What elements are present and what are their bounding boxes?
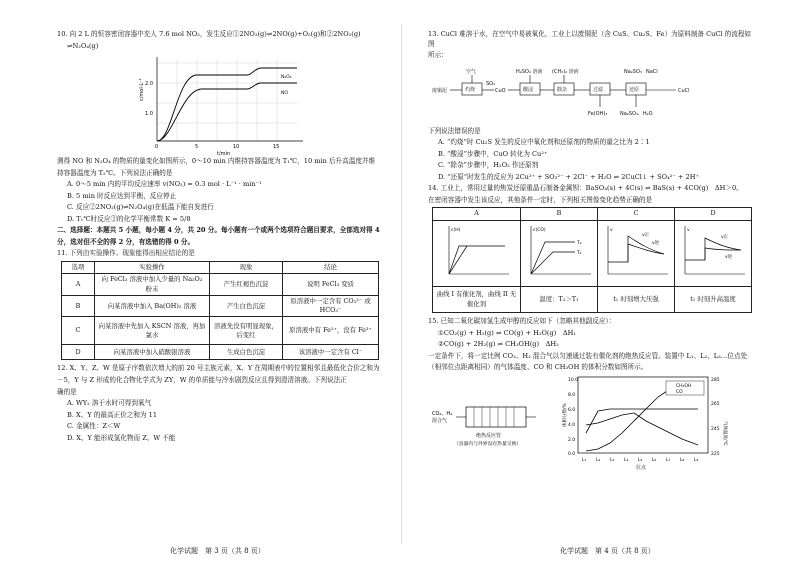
section2-line1: 二、选择题：本题共 5 小题，每小题 4 分，共 20 分。每小题有一个或两个选项符合题目要求，全部选对得 4	[57, 226, 380, 235]
q10-option-b: B. 5 min 时反应达到平衡，反应停止	[67, 191, 177, 200]
q13-line1: 13. CuCl 难溶于水，在空气中易被氧化，工业上以废铜泥（含 CuS、Cu₂S、Fe）为原料制备 CuCl 的流程如图	[428, 30, 752, 48]
flow-filter: 过滤	[593, 86, 604, 93]
table-cell: 向某溶液中先加入 KSCN 溶液，再加氯水	[95, 317, 210, 345]
q14-d-label-reverse: v逆	[725, 254, 733, 260]
flow-remove: 除杂	[557, 86, 568, 93]
q12-line1: 12. X、Y、Z、W 是原子序数依次增大的前 20 号主族元素，X、Y 在周期表中的位置相邻且最低化合价之和为	[57, 364, 380, 373]
q14-graph-c	[598, 220, 675, 286]
q10-option-c: C. 反应②2NO₂(g)⇌N₂O₄(g)在低温下能自发进行	[67, 203, 214, 212]
q15-rtick-3: 225	[711, 451, 720, 457]
q14-header-c: C	[598, 208, 675, 220]
q10-legend-n2o4: N₂O₄	[281, 75, 292, 81]
q14-header-a: A	[433, 208, 521, 220]
q14-a-ylabel: c(H)	[450, 227, 460, 233]
table-cell: C	[62, 317, 95, 345]
left-page	[57, 30, 383, 445]
q10-desc1: 测得 NO 和 N₂O₄ 的物质的量变化如图所示，0～10 min 内维持容器温度为 T₁℃，10 min 后升高温度并维	[57, 157, 376, 166]
q11-header-phenomenon: 现象	[210, 262, 283, 274]
table-row	[62, 317, 379, 345]
q15-curve-temp	[586, 413, 698, 445]
q12-option-d: D. X、Y 能形成氢化物而 Z、W 不能	[67, 433, 176, 442]
flow-na2so3: Na₂SO₃	[624, 68, 642, 75]
q15-xtick-0: L₁	[582, 457, 587, 463]
q10-graph	[137, 53, 383, 157]
q10-xlabel: t/min	[217, 151, 231, 158]
q14-line2: 在密闭容器中发生该反应，其他条件一定时，下列相关图像变化趋势正确的是	[428, 195, 653, 204]
q12-option-c: C. 金属性：Z＜W	[67, 422, 121, 431]
q14-caption-row	[433, 287, 752, 313]
q14-d-curve-reverse	[705, 248, 741, 260]
q13-option-a: A. “灼烧”时 Cu₂S 发生的反应中氧化剂和还原剂的物质的量之比为 2∶1	[438, 138, 650, 147]
table-cell: 该溶液中一定含有 Cl⁻	[283, 345, 379, 360]
flow-cucl: CuCl	[678, 87, 690, 94]
flow-o2: 空气	[466, 68, 477, 75]
q15-rtick-1: 265	[711, 401, 720, 407]
table-cell: 原溶液中有 Fe²⁺，没有 Fe³⁺	[283, 317, 379, 345]
table-cell: B	[62, 295, 95, 317]
q14-a-curve-2	[449, 246, 467, 274]
q15-tube	[432, 407, 536, 447]
q14-header-row	[433, 208, 752, 220]
q15-xtick-3: L₄	[624, 457, 629, 463]
q14-b-label-t1: T₁	[577, 250, 582, 256]
q15-xtick-1: L₂	[596, 457, 601, 463]
q15-reaction2: ②CO(g) + 2H₂(g) ⇌ CH₃OH(g) ΔH₂	[438, 340, 559, 349]
q14-header-d: D	[675, 208, 752, 220]
q14-c-curve-forward	[608, 244, 664, 262]
q12-option-a: A. WY₂ 溶于水时可得到氧气	[67, 399, 152, 408]
q10-line2: ⇌N₂O₄(g)	[67, 41, 99, 50]
q11-header-operation: 实验操作	[95, 262, 210, 274]
q10-option-d: D. T₁℃时反应②的化学平衡常数 K = 5/8	[67, 214, 191, 223]
q15-ltick-5: 0.0	[568, 451, 576, 457]
q14-b-curve-t1	[531, 252, 575, 274]
q15-line4: 一定条件下，将一定比例 CO₂、H₂ 混合气以匀速通过装有催化剂的绝热反应管。装置中 L₁、L₂、L₃…位点处	[428, 351, 748, 360]
table-cell: D	[62, 345, 95, 360]
right-page	[428, 30, 756, 471]
q14-b-ylabel: c(CO)	[533, 227, 546, 233]
q13-ask: 下列说法错误的是	[428, 126, 481, 135]
q15-ltick-2: 6.0	[568, 407, 576, 413]
table-cell: 生成白色沉淀	[210, 345, 283, 360]
q15-legend-ch3oh: CH₃OH	[676, 383, 692, 389]
q14-c-label-reverse: v逆	[652, 240, 660, 246]
q10-xtick-2: 10	[233, 144, 240, 151]
table-cell: 向某溶液中加入硝酸银溶液	[95, 345, 210, 360]
q10-ylabel: c/mol·L⁻¹	[139, 78, 145, 102]
q14-graph-b	[521, 220, 598, 286]
q13-line2: 所示：	[428, 51, 448, 60]
flow-nacl: NaCl	[646, 68, 658, 75]
q14-caption-a: 曲线 I 有催化剂，曲线 II 无催化剂	[433, 287, 521, 313]
q14-d-ylabel: v	[687, 227, 690, 233]
table-row	[62, 274, 379, 296]
q15-xtick-6: L₇	[666, 457, 671, 463]
table-row	[62, 295, 379, 317]
flow-solution-a: (CH₃)₂ 溶液	[552, 68, 579, 75]
q15-ltick-4: 2.0	[568, 437, 576, 443]
table-cell: A	[62, 274, 95, 296]
q11-table	[61, 261, 379, 360]
q10-curve-no2o4	[157, 68, 297, 141]
q11-stem: 11. 下列由实验操作、现象能得出相应结论的是	[57, 249, 195, 258]
flow-calcine: 灼烧	[465, 86, 476, 93]
q10-curve-no	[157, 83, 297, 141]
section2-line2: 分，选对但不全的得 2 分，有选错的得 0 分。	[57, 237, 195, 246]
flow-h2so4: H₂SO₄ 溶液	[516, 68, 543, 75]
q10-option-a: A. 0～5 min 内的平均反应速率 v(NO₂) = 0.3 mol · L⁻¹ · min⁻¹	[67, 180, 262, 189]
q13-option-b: B. “酸浸”步骤中，CuO 转化为 Cu²⁺	[438, 149, 548, 158]
table-cell: 产生白色沉淀	[210, 295, 283, 317]
q15-xtick-4: L₅	[638, 457, 643, 463]
q15-ylabel-right: 气体温度/℃	[722, 420, 727, 446]
table-cell: 说明 FeCl₃ 变质	[283, 274, 379, 296]
q15-tube-label: 绝热反应管	[476, 432, 502, 439]
flow-acid: 酸浸	[523, 86, 534, 93]
q12-option-b: B. X、Y 的最高正价之和为 11	[67, 410, 158, 419]
q14-graph-row	[433, 220, 752, 286]
q15-line5: （相邻位点距离相同）的气体温度、CO 和 CH₃OH 的体积分数如图所示。	[428, 363, 648, 372]
q14-caption-c: t₁ 时刻增大压强	[598, 287, 675, 313]
flow-so2: SO₂	[486, 80, 496, 87]
q15-xtick-7: L₈	[680, 457, 685, 463]
q13-option-d: D. “还原”时发生的反应为 2Cu²⁺ + SO₃²⁻ + 2Cl⁻ + H₂O ⇌ 2CuCl↓ + SO₄²⁻ + 2H⁺	[438, 172, 699, 181]
table-cell: 向 FeCl₃ 溶液中加入少量的 Na₂O₂ 粉末	[95, 274, 210, 296]
flow-start: 废铜泥	[432, 87, 448, 94]
q12-line3: 确的是	[57, 387, 77, 396]
q14-c-curve-reverse	[628, 236, 664, 262]
page-divider	[401, 24, 402, 544]
q14-line1: 14. 工业上，常用过量的焦炭还原重晶石制备金属钡：BaSO₄(s) + 4C(s) ⇌ BaS(s) + 4CO(g) ΔH＞0。	[428, 184, 743, 193]
q15-tube-input: CO₂、H₂	[432, 410, 453, 417]
q15-tube-note: （容器内与外界没有热量交换）	[454, 441, 522, 447]
table-cell: 原溶液中一定含有 CO₃²⁻ 或 HCO₃⁻	[283, 295, 379, 317]
q15-rtick-0: 285	[711, 377, 720, 383]
q15-ltick-1: 8.0	[568, 392, 576, 398]
q14-b-curve-t2	[531, 242, 575, 274]
q15-ltick-0: 10.0	[568, 377, 579, 383]
q14-b-label-t2: T₂	[577, 240, 582, 246]
q15-line1: 15. 已知二氧化碳加氢生成甲醇的反应如下（忽略其他副反应）：	[428, 317, 616, 326]
q11-header-conclusion: 结论	[283, 262, 379, 274]
left-footer: 化学试题 第 3 页（共 8 页）	[170, 547, 265, 555]
q15-xtick-2: L₃	[610, 457, 615, 463]
q15-xtick-8: L₉	[694, 457, 699, 463]
flow-feoh: Fe(OH)₃	[588, 110, 608, 117]
table-cell: 产生红褐色沉淀	[210, 274, 283, 296]
q10-xtick-3: 15	[273, 144, 280, 151]
q11-header-option: 选项	[62, 262, 95, 274]
q14-c-ylabel: v	[610, 227, 613, 233]
q14-d-label-forward: v正	[721, 234, 729, 240]
q15-ltick-3: 4.0	[568, 422, 576, 428]
q15-xlabel: 位点	[636, 464, 647, 471]
flow-reduce: 还原	[629, 86, 640, 93]
q10-line1: 10. 向 2 L 的恒容密闭容器中充人 7.6 mol NO₂，发生反应①2NO₂(g)⇌2NO(g)+O₂(g)和②2NO₂(g)	[57, 30, 361, 38]
q15-reaction1: ①CO₂(g) + H₂(g) ⇌ CO(g) + H₂O(g) ΔH₁	[438, 328, 577, 337]
flow-residue: Na₂SO₄、H₂O	[620, 110, 653, 117]
q15-rtick-2: 245	[711, 426, 720, 432]
q15-chart	[561, 377, 729, 471]
q11-header-row	[62, 262, 379, 274]
q10-ytick-0: 2.0	[145, 81, 153, 88]
q15-curve-ch3oh	[586, 387, 698, 451]
q15-tube-input-2: 混合气	[432, 417, 448, 424]
q14-caption-b: 温度：T₂＞T₁	[521, 287, 598, 313]
q14-c-label-forward: v正	[642, 232, 650, 238]
q15-figures	[428, 375, 756, 471]
q13-option-c: C. “除杂”步骤中，H₂O₂ 作还原剂	[438, 161, 539, 170]
q13-flowchart	[428, 63, 756, 127]
q14-table	[432, 207, 752, 313]
table-row	[62, 345, 379, 360]
q10-legend-no: NO	[281, 91, 288, 97]
q14-graph-a	[433, 220, 521, 286]
table-cell: 向某溶液中加入 Ba(OH)₂ 溶液	[95, 295, 210, 317]
q15-ylabel-left: 体积分数/%	[563, 402, 568, 427]
q10-ytick-1: 1.0	[145, 111, 153, 118]
q14-caption-d: t₁ 时刻升高温度	[675, 287, 752, 313]
q15-legend-co: CO	[676, 389, 683, 395]
q10-desc2: 持容器温度为 T₂℃。下列说法正确的是	[57, 168, 173, 177]
flow-cuo: CuO	[495, 87, 506, 94]
q10-xtick-0: 0	[155, 144, 159, 151]
q14-header-b: B	[521, 208, 598, 220]
q12-line2: －5，Y 与 Z 形成的化合物化学式为 ZY，W 的单质能与冷水剧烈反应且得到澄清溶液。下列说法正	[57, 375, 347, 384]
q14-a-curve-1	[449, 246, 505, 274]
q15-xtick-5: L₆	[652, 457, 657, 463]
q14-graph-d	[675, 220, 752, 286]
table-cell: 溶液先没有明显现象，后变红	[210, 317, 283, 345]
right-footer: 化学试题 第 4 页（共 8 页）	[560, 547, 655, 555]
q10-xtick-1: 5	[195, 144, 199, 151]
